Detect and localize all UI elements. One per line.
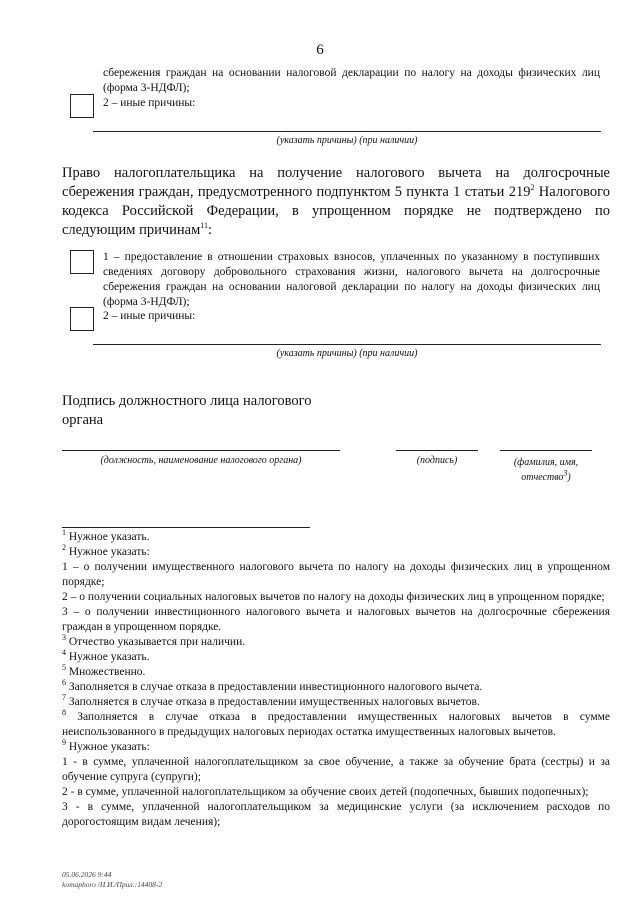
footnote-separator	[62, 527, 310, 528]
footnote-text: Заполняется в случае отказа в предоставлении имущественных налоговых вычетов в сумме неиспользованного в предыдущих налоговых периодах остатка имущественных налоговых вычетов.	[62, 711, 610, 738]
footnote-item	[62, 680, 610, 695]
footnote-marker: 3	[62, 633, 66, 643]
footnote-text: 1 - в сумме, уплаченной налогоплательщиком за свое обучение, а также за обучение брата (сестры) и за обучение супруга (супруги);	[62, 756, 610, 783]
name-line[interactable]	[500, 450, 592, 451]
footnote-marker: 2	[62, 543, 66, 553]
checkbox-option-2[interactable]	[70, 307, 94, 331]
option-other-reasons-top: 2 – иные причины:	[103, 97, 196, 109]
footnote-item	[62, 545, 610, 560]
footnote-item	[62, 605, 610, 635]
footnote-marker: 5	[62, 663, 66, 673]
footnote-item	[62, 590, 610, 605]
signature-title: Подпись должностного лица налогового органа	[62, 393, 312, 428]
footnotes	[62, 530, 610, 830]
footnote-item	[62, 740, 610, 755]
checkbox-other-reasons-top[interactable]	[70, 94, 94, 118]
footnote-marker: 8	[62, 708, 66, 718]
position-line[interactable]	[62, 450, 340, 451]
checkbox-option-1[interactable]	[70, 250, 94, 274]
reasons-caption-top: (указать причины) (при наличии)	[276, 135, 418, 146]
footnote-text: Нужное указать:	[66, 546, 150, 558]
footnote-text: 3 – о получении инвестиционного налогового вычета и налоговых вычетов на долгосрочные сбережения граждан в упрощенном порядке.	[62, 606, 610, 633]
footnote-text: 2 – о получении социальных налоговых вычетов по налогу на доходы физических лиц в упрощенном порядке;	[62, 591, 605, 603]
footnote-item	[62, 710, 610, 740]
footnote-text: Заполняется в случае отказа в предоставлении имущественных налоговых вычетов.	[66, 696, 480, 708]
footnote-marker: 6	[62, 678, 66, 688]
footnote-item	[62, 785, 610, 800]
option-1-text: 1 – предоставление в отношении страховых взносов, уплаченных по указанному в поступивших сведениях договору добровольного страхования жизни, налогового вычета на долгосрочные сбережения граждан на основании налоговой декларации по налогу на доходы физических лиц (форма 3-НДФЛ);	[103, 251, 600, 308]
footnote-marker: 1	[62, 528, 66, 538]
footnote-marker: 4	[62, 648, 66, 658]
footnote-text: Множественно.	[66, 666, 146, 678]
position-caption: (должность, наименование налогового органа)	[100, 455, 302, 466]
footnote-item	[62, 695, 610, 710]
footnote-item	[62, 650, 610, 665]
stamp-line-1: 05.06.2026 9:44	[62, 870, 112, 879]
reasons-line-top[interactable]	[93, 131, 601, 132]
footnote-marker: 7	[62, 693, 66, 703]
footnote-text: Нужное указать.	[66, 651, 150, 663]
name-caption: (фамилия, имя, отчество$^3$)	[513, 457, 579, 483]
footnote-marker: 9	[62, 738, 66, 748]
page-number: 6	[316, 42, 324, 58]
footnote-item	[62, 665, 610, 680]
footnote-text: Заполняется в случае отказа в предоставлении инвестиционного налогового вычета.	[66, 681, 483, 693]
footnote-text: 2 - в сумме, уплаченной налогоплательщиком за обучение своих детей (подопечных, бывших подопечных);	[62, 786, 589, 798]
footnote-text: 1 – о получении имущественного налогового вычета по налогу на доходы физических лиц в упрощенном порядке;	[62, 561, 610, 588]
footnote-item	[62, 800, 610, 830]
section-heading: Право налогоплательщика на получение налогового вычета на долгосрочные сбережения граждан, предусмотренного подпунктом 5 пункта 1 статьи $219^2$ Налогового кодекса Российской Федерации, в упрощенном порядке не подтверждено по следующим причинам$^{11}$:	[62, 165, 610, 238]
sign-line[interactable]	[396, 450, 478, 451]
stamp-line-2: komaphoro /Н.И./Прил.:14408-2	[62, 880, 163, 889]
option-2-text: 2 – иные причины:	[103, 310, 196, 322]
footnote-item	[62, 560, 610, 590]
continuation-text: сбережения граждан на основании налоговой декларации по налогу на доходы физических лиц (форма 3-НДФЛ);	[103, 67, 600, 94]
footnote-text: Отчество указывается при наличии.	[66, 636, 246, 648]
footnote-text: Нужное указать.	[66, 531, 150, 543]
footnote-item	[62, 635, 610, 650]
reasons-caption: (указать причины) (при наличии)	[276, 348, 418, 359]
footnote-item	[62, 755, 610, 785]
footnote-item	[62, 530, 610, 545]
reasons-line[interactable]	[93, 344, 601, 345]
footnote-text: Нужное указать:	[66, 741, 150, 753]
sign-caption: (подпись)	[416, 455, 458, 466]
footnote-text: 3 - в сумме, уплаченной налогоплательщиком за медицинские услуги (за исключением расходов по дорогостоящим видам лечения);	[62, 801, 610, 828]
